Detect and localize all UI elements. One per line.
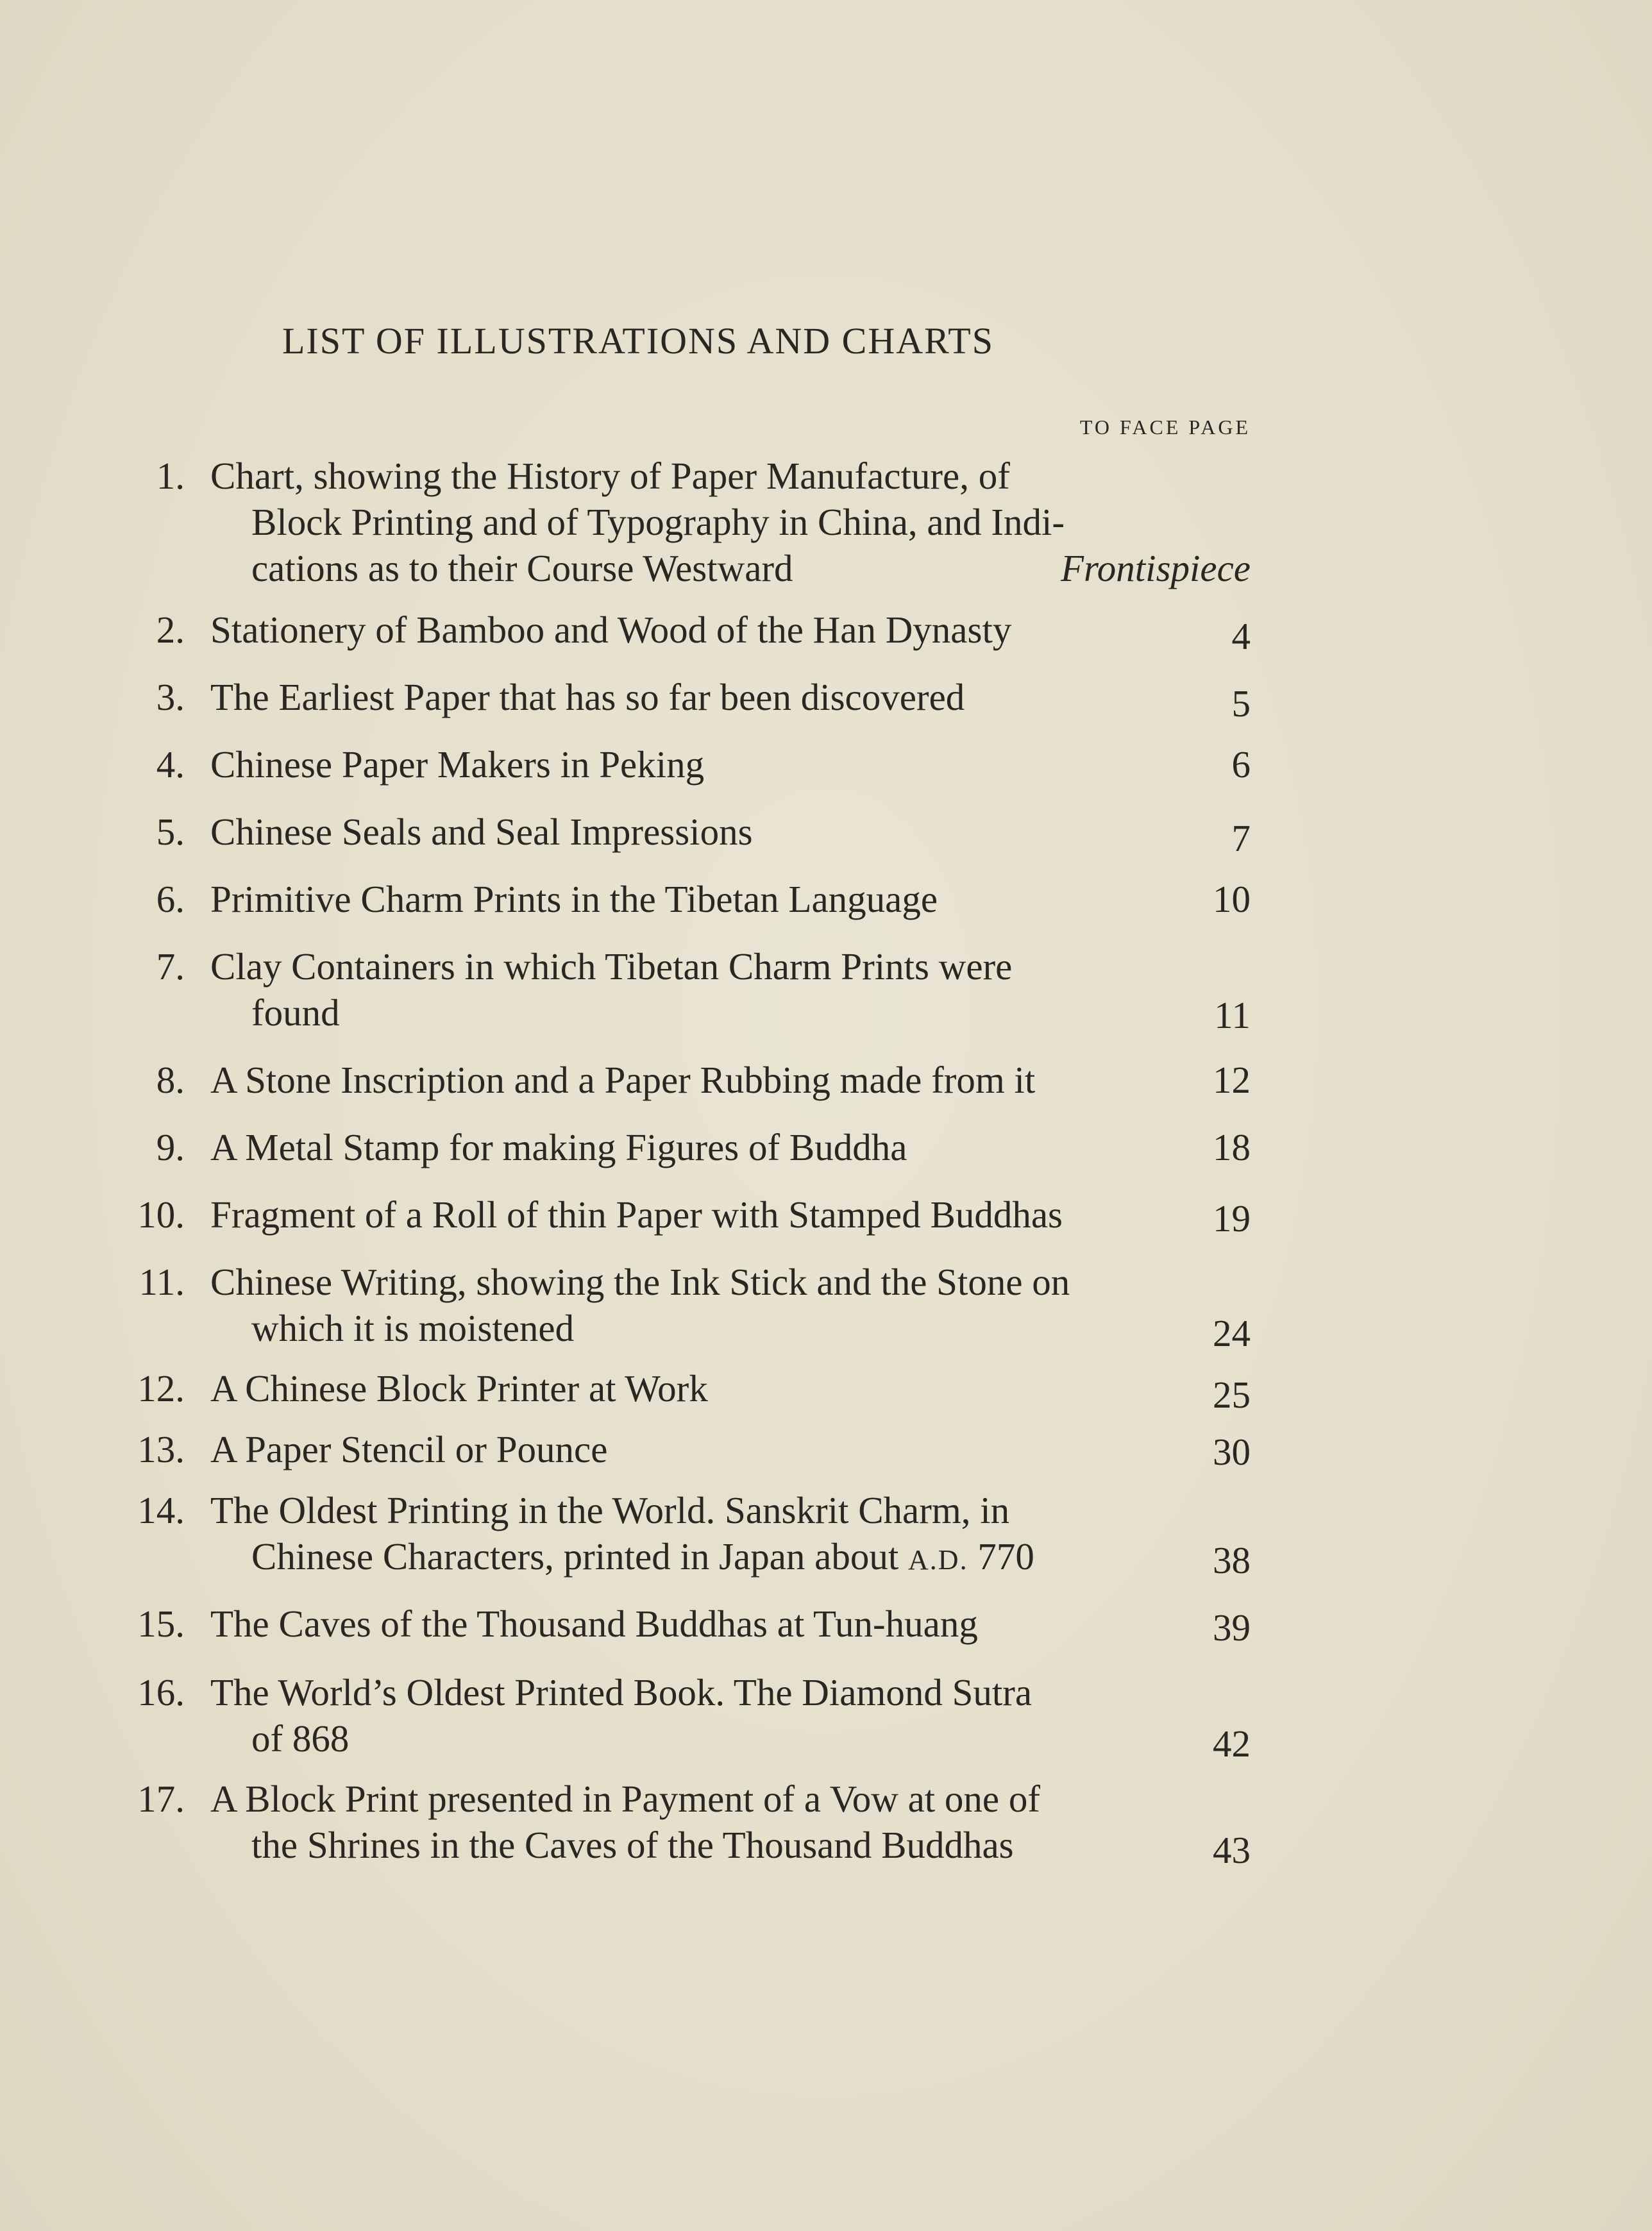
year: 770 xyxy=(977,1535,1034,1578)
entry-text: Block Printing and of Typography in China, and Indi- xyxy=(251,501,1065,543)
entry-text: of 868 xyxy=(251,1717,350,1760)
entry-page: 5 xyxy=(1231,682,1251,725)
entry-page: 6 xyxy=(1231,743,1251,786)
page-title: LIST OF ILLUSTRATIONS AND CHARTS xyxy=(282,320,994,362)
entry-number: 9. xyxy=(156,1126,185,1168)
entry-page: 4 xyxy=(1231,615,1251,657)
entry-text: Chart, showing the History of Paper Manufacture, of xyxy=(210,455,1010,497)
entry-page: 10 xyxy=(1213,878,1251,920)
entry-text: Chinese Characters, printed in Japan about xyxy=(251,1535,899,1578)
entry-page: 43 xyxy=(1213,1829,1251,1871)
entry-text: A Paper Stencil or Pounce xyxy=(210,1428,608,1470)
entry-text: Chinese Writing, showing the Ink Stick and the Stone on xyxy=(210,1261,1070,1303)
entry-text: Chinese Paper Makers in Peking xyxy=(210,743,705,786)
entry-text: A Block Print presented in Payment of a Vow at one of xyxy=(210,1778,1040,1820)
entry-page: 42 xyxy=(1213,1722,1251,1765)
entry-number: 3. xyxy=(156,676,185,718)
entry-page: 39 xyxy=(1213,1606,1251,1649)
entry-number: 15. xyxy=(137,1603,185,1645)
entry-number: 4. xyxy=(156,743,185,786)
entry-page: 19 xyxy=(1213,1197,1251,1240)
entry-text: A Metal Stamp for making Figures of Buddha xyxy=(210,1126,907,1168)
entry-text: cations as to their Course Westward xyxy=(251,547,793,589)
entry-text: Chinese Seals and Seal Impressions xyxy=(210,811,753,853)
entry-text: found xyxy=(251,991,340,1034)
entry-number: 7. xyxy=(156,945,185,988)
entry-page: 30 xyxy=(1213,1431,1251,1473)
era-label: A.D. xyxy=(908,1544,968,1576)
entry-text: Fragment of a Roll of thin Paper with Stamped Buddhas xyxy=(210,1193,1063,1236)
entry-page: 18 xyxy=(1213,1126,1251,1168)
entry-number: 17. xyxy=(137,1778,185,1820)
entry-text: The Caves of the Thousand Buddhas at Tun-huang xyxy=(210,1603,978,1645)
entry-number: 6. xyxy=(156,878,185,920)
entry-number: 10. xyxy=(137,1193,185,1236)
entry-text: The Oldest Printing in the World. Sanskrit Charm, in xyxy=(210,1489,1010,1531)
entry-page: 24 xyxy=(1213,1312,1251,1354)
entry-page: 7 xyxy=(1231,817,1251,859)
entry-number: 5. xyxy=(156,811,185,853)
entry-text: the Shrines in the Caves of the Thousand Buddhas xyxy=(251,1824,1014,1866)
entry-text: A Chinese Block Printer at Work xyxy=(210,1367,708,1410)
entry-number: 11. xyxy=(139,1261,185,1303)
entry-number: 1. xyxy=(156,455,185,497)
entry-text: which it is moistened xyxy=(251,1307,575,1349)
entry-page: Frontispiece xyxy=(1060,547,1251,589)
entry-number: 13. xyxy=(137,1428,185,1470)
entry-text: Clay Containers in which Tibetan Charm Prints were xyxy=(210,945,1013,988)
entry-number: 2. xyxy=(156,609,185,651)
column-header: TO FACE PAGE xyxy=(1079,416,1251,439)
entry-text: Primitive Charm Prints in the Tibetan Language xyxy=(210,878,938,920)
entry-text: Stationery of Bamboo and Wood of the Han Dynasty xyxy=(210,609,1012,651)
entry-page: 12 xyxy=(1213,1059,1251,1101)
entry-text: The Earliest Paper that has so far been discovered xyxy=(210,676,965,718)
entry-text: A Stone Inscription and a Paper Rubbing made from it xyxy=(210,1059,1036,1101)
entry-page: 38 xyxy=(1213,1539,1251,1581)
entry-number: 14. xyxy=(137,1489,185,1531)
entry-text: The World’s Oldest Printed Book. The Diamond Sutra xyxy=(210,1671,1032,1713)
entry-page: 25 xyxy=(1213,1374,1251,1416)
entry-number: 12. xyxy=(137,1367,185,1410)
entry-page: 11 xyxy=(1214,994,1251,1036)
entry-number: 16. xyxy=(137,1671,185,1713)
entry-number: 8. xyxy=(156,1059,185,1101)
